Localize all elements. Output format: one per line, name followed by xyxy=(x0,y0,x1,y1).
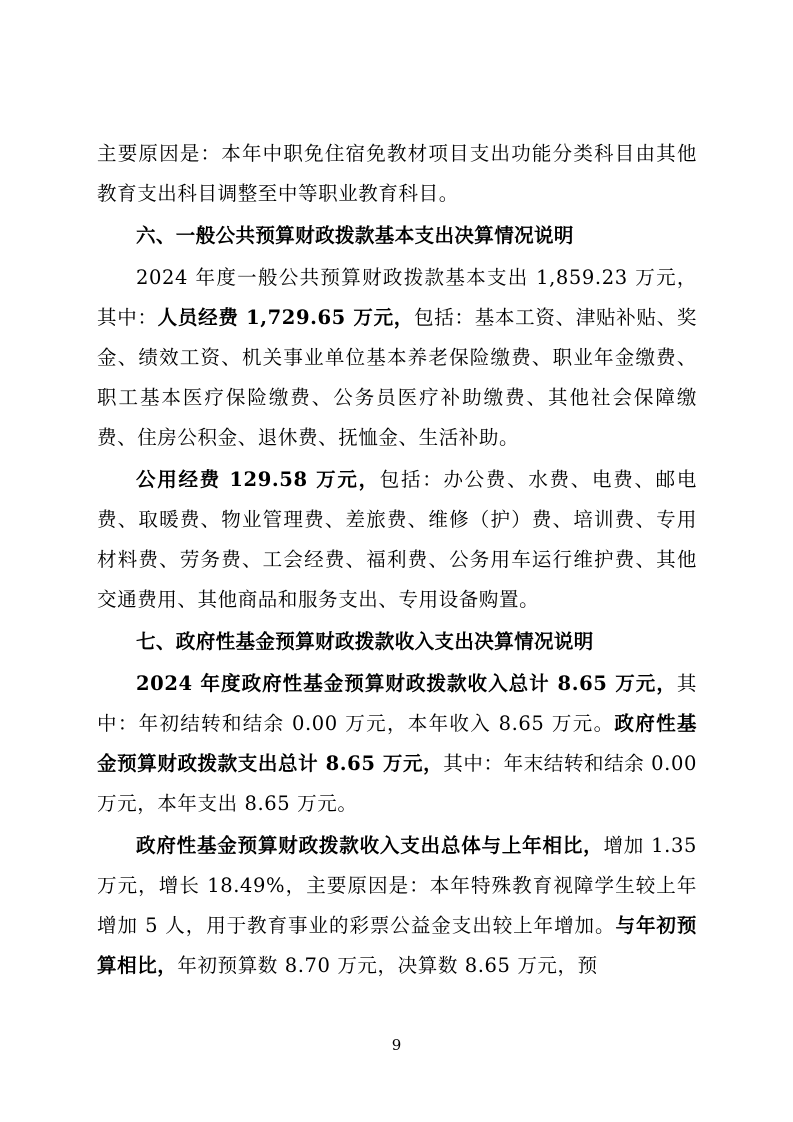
heading-section-seven: 七、政府性基金预算财政拨款收入支出决算情况说明 xyxy=(136,630,594,653)
paragraph-1: 主要原因是：本年中职免住宿免教材项目支出功能分类科目由其他教育支出科目调整至中等职业教育科目。 xyxy=(97,142,697,205)
run-text: 年初预算数 8.70 万元，决算数 8.65 万元，预 xyxy=(177,954,598,977)
page-number: 9 xyxy=(391,1036,402,1054)
run-text-bold: 政府性基金预算财政拨款支出总计 8.65 万元， xyxy=(97,712,697,775)
run-text-bold: 政府性基金预算财政拨款收入支出总体与上年相比， xyxy=(136,834,604,857)
run-text-bold: 2024 年度政府性基金预算财政拨款收入总计 8.65 万元， xyxy=(136,672,677,695)
run-text: 增加 1.35 万元，增长 18.49%，主要原因是：本年特殊教育视障学生较上年增加 5 人，用于教育事业的彩票公益金支出较上年增加。 xyxy=(97,834,697,937)
run-text-bold: 公用经费 129.58 万元， xyxy=(136,468,380,491)
run-text: 包括：办公费、水费、电费、邮电费、取暖费、物业管理费、差旅费、维修（护）费、培训费、专用材料费、劳务费、工会经费、福利费、公务用车运行维护费、其他交通费用、其他商品和服务支出、专用设备购置。 xyxy=(97,468,697,611)
run-text-bold: 与年初预算相比， xyxy=(97,914,697,977)
heading-section-six: 六、一般公共预算财政拨款基本支出决算情况说明 xyxy=(136,224,574,247)
run-text: 其中：年初结转和结余 0.00 万元，本年收入 8.65 万元。 xyxy=(97,672,697,735)
paragraph-4 xyxy=(97,460,697,620)
paragraph-6 xyxy=(97,664,697,824)
run-text: 包括：基本工资、津贴补贴、奖金、绩效工资、机关事业单位基本养老保险缴费、职业年金缴费、职工基本医疗保险缴费、公务员医疗补助缴费、其他社会保障缴费、住房公积金、退休费、抚恤金、生活补助。 xyxy=(97,306,697,449)
document-body xyxy=(97,134,697,988)
run-text-bold: 人员经费 1,729.65 万元， xyxy=(157,306,415,329)
run-text: 其中：年末结转和结余 0.00 万元，本年支出 8.65 万元。 xyxy=(97,752,697,815)
paragraph-7 xyxy=(97,826,697,986)
run-text: 2024 年度一般公共预算财政拨款基本支出 1,859.23 万元，其中： xyxy=(97,266,697,329)
paragraph-3 xyxy=(97,258,697,458)
